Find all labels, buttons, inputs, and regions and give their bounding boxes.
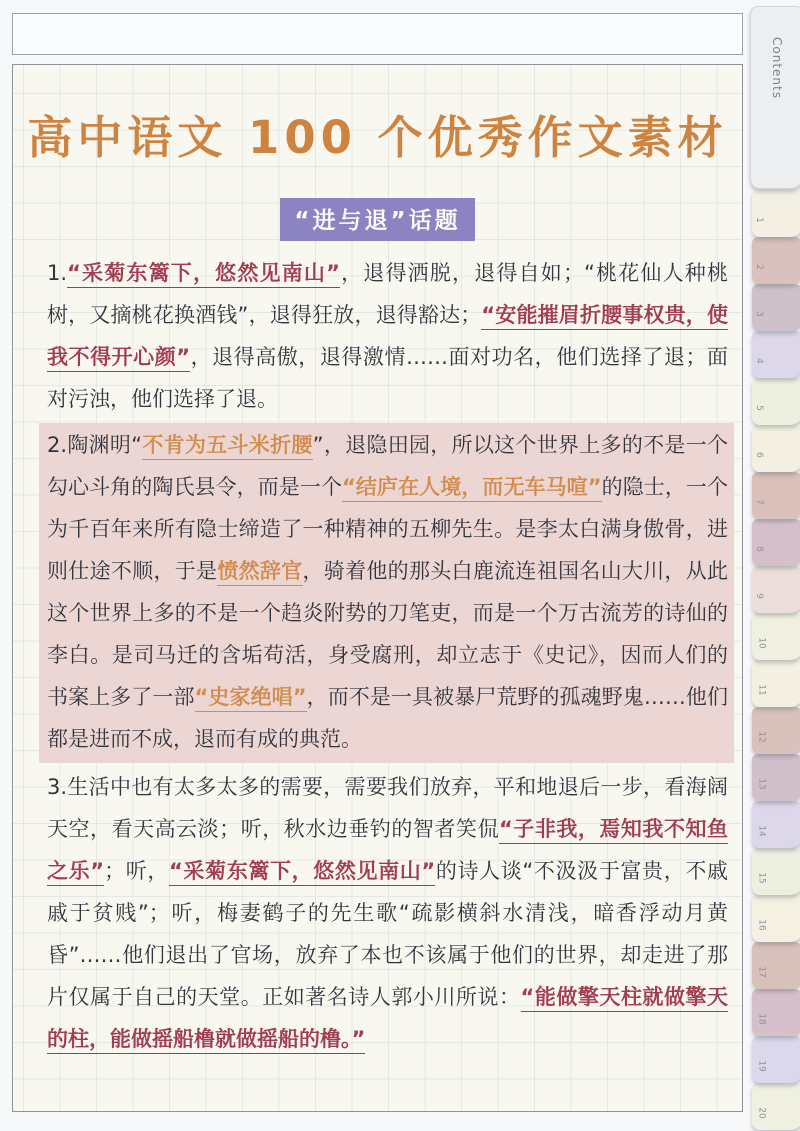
tab-number-label: 5: [753, 405, 764, 411]
quote-segment-red: “采菊东篱下，悠然见南山”: [169, 859, 435, 886]
tab-page-14[interactable]: [752, 801, 800, 848]
tab-contents-label: Contents: [770, 37, 784, 99]
tab-number-label: 1: [753, 217, 764, 223]
tab-page-3[interactable]: [752, 284, 800, 331]
quote-segment-red: “子非我，焉知我不知鱼之乐”: [47, 817, 728, 886]
notebook-tab-strip: [748, 0, 800, 1131]
paragraph-highlighted: [47, 423, 728, 763]
tab-number-label: 2: [753, 264, 764, 270]
tab-number-label: 10: [756, 637, 767, 649]
text-segment: 的诗人谈“不汲汲于富贵，不戚戚于贫贱”；听，梅妻鹤子的先生歌“疏影横斜水清浅，暗香浮动月黄昏”……他们退出了官场，放弃了本也不该属于他们的世界，却走进了那片仅属于自己的天堂。正如著名诗人郭小川所说：: [47, 859, 728, 1009]
text-segment: ”，退隐田园，所以这个世界上多的不是一个勾心斗角的陶氏县令，而是一个: [47, 433, 729, 499]
text-segment: ，退得高傲，退得激情……面对功名，他们选择了退；面对污浊，他们选择了退。: [47, 345, 728, 411]
quote-segment-red: “安能摧眉折腰事权贵，使我不得开心颜”: [47, 303, 728, 372]
quote-segment-red: “采菊东篱下，悠然见南山”: [67, 261, 340, 288]
topic-badge: “进与退”话题: [280, 198, 474, 241]
text-segment: 的隐士，一个为千百年来所有隐士缔造了一种精神的五柳先生。是李太白满身傲骨，进则仕途不顺，于是: [47, 475, 728, 583]
text-segment: ，骑着他的那头白鹿流连祖国名山大川，从此这个世界上多的不是一个趋炎附势的刀笔吏，而是一个万古流芳的诗仙的李白。是司马迁的含垢苟活，身受腐刑，却立志于《史记》，因而人们的书案上多了一部: [47, 559, 729, 709]
quote-segment-orange: 不肯为五斗米折腰: [142, 433, 313, 460]
tab-number-label: 16: [756, 919, 767, 931]
tab-page-9[interactable]: [752, 566, 800, 613]
tab-number-label: 8: [753, 546, 764, 552]
tab-page-8[interactable]: [752, 519, 800, 566]
tab-page-13[interactable]: [752, 754, 800, 801]
tab-number-label: 19: [756, 1060, 767, 1072]
tab-page-6[interactable]: [752, 425, 800, 472]
tab-page-1[interactable]: [752, 190, 800, 237]
tab-page-15[interactable]: [752, 848, 800, 895]
tab-page-4[interactable]: [752, 331, 800, 378]
top-toolbar: [12, 13, 743, 55]
tab-page-17[interactable]: [752, 942, 800, 989]
tab-page-10[interactable]: [752, 613, 800, 660]
tab-page-12[interactable]: [752, 707, 800, 754]
tab-page-19[interactable]: [752, 1036, 800, 1083]
tab-number-label: 11: [756, 684, 767, 696]
tab-number-label: 15: [756, 872, 767, 884]
quote-segment-orange: “史家绝唱”: [195, 685, 307, 712]
quote-segment-orange: “结庐在人境，而无车马喧”: [342, 475, 602, 502]
topic-badge-row: [13, 198, 742, 241]
tab-number-label: 12: [756, 731, 767, 743]
paragraph: [47, 252, 728, 420]
tab-page-5[interactable]: [752, 378, 800, 425]
tab-number-label: 4: [753, 358, 764, 364]
tab-number-label: 13: [756, 778, 767, 790]
quote-segment-red: “能做擎天柱就做擎天的柱，能做摇船橹就做摇船的橹。”: [47, 985, 728, 1054]
tab-number-label: 14: [756, 825, 767, 837]
tab-page-7[interactable]: [752, 472, 800, 519]
tab-page-20[interactable]: [752, 1083, 800, 1130]
tab-number-label: 6: [753, 452, 764, 458]
tab-page-11[interactable]: [752, 660, 800, 707]
tab-page-18[interactable]: [752, 989, 800, 1036]
quote-segment-orange: 愤然辞官: [217, 559, 302, 586]
text-segment: 1.: [47, 261, 68, 285]
tab-number-label: 9: [753, 593, 764, 599]
essay-body: [47, 252, 728, 1060]
tab-number-label: 18: [756, 1013, 767, 1025]
tab-contents[interactable]: [750, 6, 800, 189]
tab-page-2[interactable]: [752, 237, 800, 284]
text-segment: ，而不是一具被暴尸荒野的孤魂野鬼……他们都是进而不成，退而有成的典范。: [47, 685, 729, 751]
tab-number-label: 7: [753, 499, 764, 505]
text-segment: 3.生活中也有太多太多的需要，需要我们放弃，平和地退后一步，看海阔天空，看天高云淡；听，秋水边垂钓的智者笑侃: [47, 775, 728, 841]
text-segment: 2.陶渊明“: [47, 433, 143, 457]
page-title: 高中语文 100 个优秀作文素材: [27, 111, 728, 164]
tab-number-label: 17: [756, 966, 767, 978]
text-segment: ，退得洒脱，退得自如；“桃花仙人种桃树，又摘桃花换酒钱”，退得狂放，退得豁达；: [47, 261, 728, 327]
tab-number-label: 20: [756, 1107, 767, 1119]
tab-number-label: 3: [753, 311, 764, 317]
notebook-page: [12, 64, 743, 1112]
text-segment: ；听，: [104, 859, 169, 883]
paragraph: [47, 766, 728, 1060]
tab-page-16[interactable]: [752, 895, 800, 942]
